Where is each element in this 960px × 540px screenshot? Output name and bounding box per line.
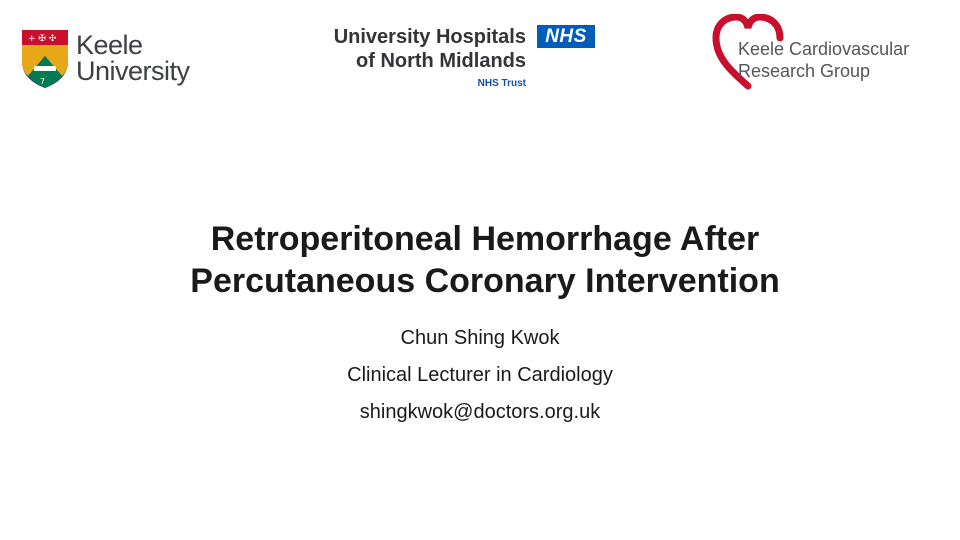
kcrg-line1: Keele Cardiovascular bbox=[738, 39, 910, 59]
title-line2: Percutaneous Coronary Intervention bbox=[190, 262, 780, 300]
presenter-info bbox=[180, 320, 780, 431]
uhnm-trust-label: NHS Trust bbox=[477, 78, 526, 89]
uhnm-logo bbox=[330, 20, 610, 95]
keele-line2: University bbox=[76, 56, 190, 86]
keele-line1: Keele bbox=[76, 30, 143, 60]
presenter-name: Chun Shing Kwok bbox=[400, 327, 560, 349]
uhnm-line1: University Hospitals bbox=[333, 26, 526, 48]
uhnm-line2: of North Midlands bbox=[356, 50, 526, 72]
presenter-email: shingkwok@doctors.org.uk bbox=[359, 401, 601, 423]
title-line1: Retroperitoneal Hemorrhage After bbox=[210, 220, 760, 258]
keele-university-logo bbox=[18, 18, 198, 100]
slide-title bbox=[60, 218, 910, 302]
svg-text:+ ✠ ✣: + ✠ ✣ bbox=[28, 34, 57, 44]
kcrg-logo bbox=[712, 12, 912, 92]
presenter-role: Clinical Lecturer in Cardiology bbox=[347, 364, 613, 386]
nhs-badge: NHS bbox=[537, 25, 595, 48]
kcrg-wordmark bbox=[738, 38, 909, 82]
keele-shield-icon bbox=[20, 28, 70, 90]
keele-wordmark bbox=[76, 32, 190, 84]
kcrg-line2: Research Group bbox=[738, 61, 871, 81]
svg-text:7: 7 bbox=[40, 77, 46, 86]
